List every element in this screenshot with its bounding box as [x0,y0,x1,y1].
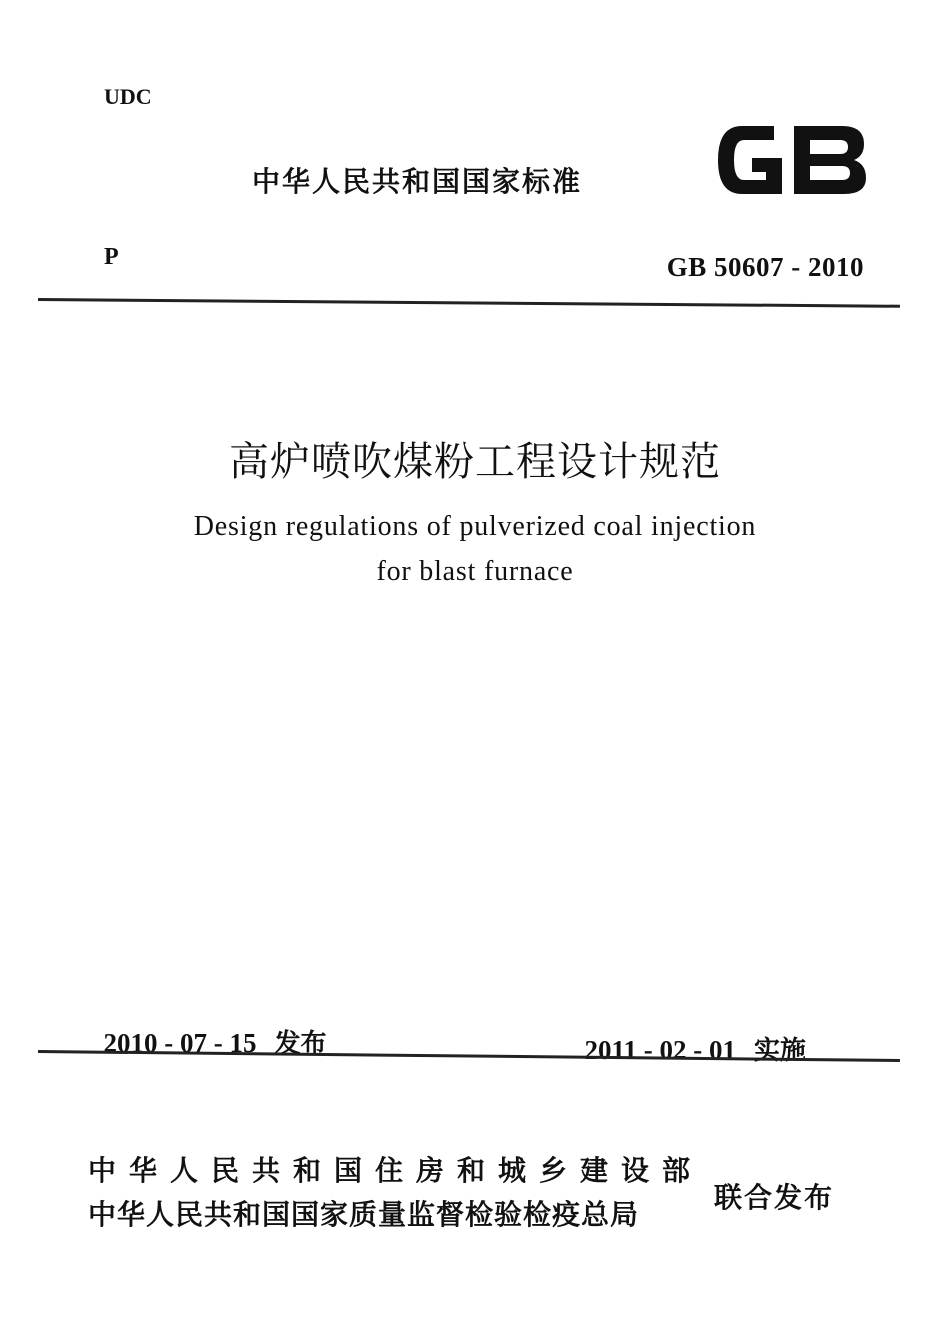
udc-label: UDC [104,84,152,109]
issue-label: 发布 [274,1029,327,1059]
top-divider [38,298,900,308]
title-english-line1: Design regulations of pulverized coal injection [193,511,757,542]
issuer-ministry: 中华人民共和国住房和城乡建设部 [88,1154,704,1187]
title-chinese: 高炉喷吹煤粉工程设计规范 [229,439,721,485]
issuer-aqsiq: 中华人民共和国国家质量监督检验检疫总局 [88,1198,640,1231]
implement-date: 2011 - 02 - 01 [584,1035,736,1065]
joint-issue-label: 联合发布 [714,1181,835,1214]
issue-date: 2010 - 07 - 15 [103,1028,257,1058]
issue-date-block [90,992,327,1060]
national-standard-heading: 中华人民共和国国家标准 [252,165,583,198]
title-english-line2: for blast furnace [376,556,574,587]
standard-number: GB 50607 - 2010 [666,252,864,282]
implement-label: 实施 [754,1036,807,1066]
gb-logo [712,118,870,202]
classification-code: P [104,244,119,270]
